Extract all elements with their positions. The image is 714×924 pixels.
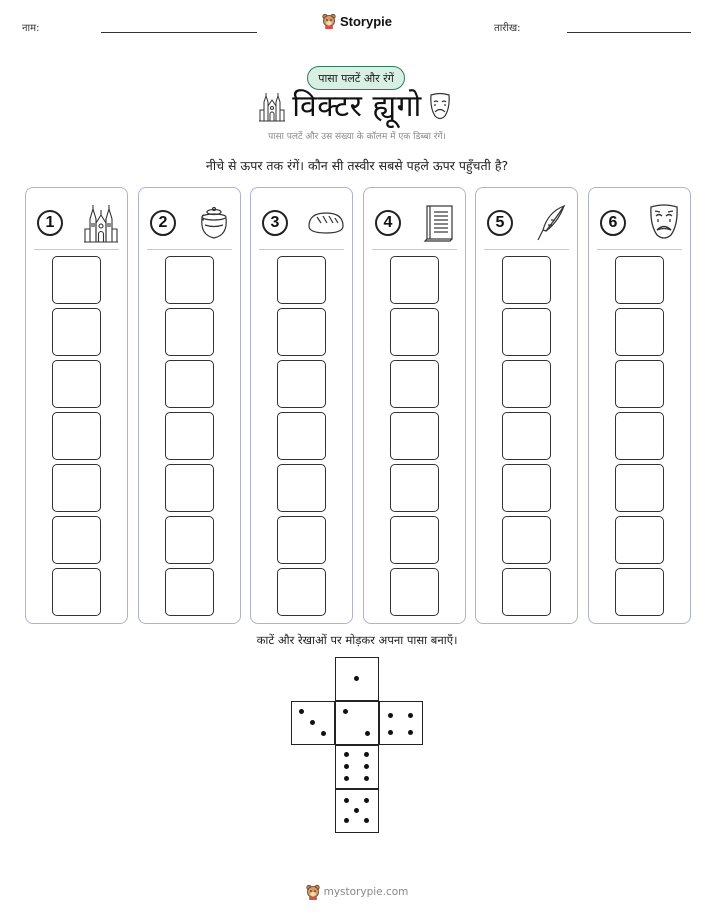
color-box[interactable] [52, 360, 101, 408]
color-box[interactable] [615, 308, 664, 356]
color-box[interactable] [502, 464, 551, 512]
die-face-5 [335, 789, 379, 833]
color-box[interactable] [165, 516, 214, 564]
color-box[interactable] [502, 256, 551, 304]
color-box[interactable] [165, 568, 214, 616]
pot-icon [196, 205, 232, 241]
bear-icon [322, 13, 336, 29]
theater-mask-icon [428, 92, 452, 122]
color-box[interactable] [52, 308, 101, 356]
subtitle: पासा पलटें और उस संख्या के कॉलम में एक डिब्बा रंगें। [268, 132, 446, 142]
color-box[interactable] [390, 256, 439, 304]
die-face-4 [379, 701, 423, 745]
color-box[interactable] [277, 568, 326, 616]
color-box[interactable] [615, 412, 664, 460]
footer-url: mystorypie.com [323, 886, 409, 898]
color-box[interactable] [52, 568, 101, 616]
color-box[interactable] [502, 412, 551, 460]
color-box[interactable] [615, 464, 664, 512]
color-box[interactable] [502, 308, 551, 356]
die-face-2 [335, 701, 379, 745]
brand-logo [0, 13, 714, 29]
color-box[interactable] [390, 516, 439, 564]
color-box[interactable] [277, 360, 326, 408]
color-box[interactable] [52, 412, 101, 460]
footer [0, 884, 714, 900]
theater-mask-icon [648, 204, 680, 242]
color-box[interactable] [277, 464, 326, 512]
cut-instruction: काटें और रेखाओं पर मोड़कर अपना पासा बनाएँ। [256, 633, 458, 647]
column-3 [250, 187, 353, 624]
color-box[interactable] [390, 412, 439, 460]
page-title: विक्टर ह्यूगो [292, 89, 422, 124]
color-box[interactable] [277, 516, 326, 564]
name-label: नाम: [22, 23, 40, 34]
date-label: तारीख: [494, 23, 521, 34]
color-box[interactable] [165, 256, 214, 304]
book-icon [423, 204, 455, 242]
color-box[interactable] [277, 308, 326, 356]
color-box[interactable] [615, 568, 664, 616]
color-box[interactable] [52, 256, 101, 304]
color-box[interactable] [52, 516, 101, 564]
column-1 [25, 187, 128, 624]
die-face-3 [291, 701, 335, 745]
column-6 [588, 187, 691, 624]
column-number: 3 [262, 210, 288, 236]
color-box[interactable] [502, 516, 551, 564]
die-face-6 [335, 745, 379, 789]
cathedral-icon [84, 203, 118, 243]
color-box[interactable] [52, 464, 101, 512]
color-box[interactable] [165, 308, 214, 356]
column-number: 2 [150, 210, 176, 236]
bread-icon [306, 208, 346, 238]
color-box[interactable] [615, 256, 664, 304]
column-5 [475, 187, 578, 624]
column-number: 1 [37, 210, 63, 236]
die-face-1 [335, 657, 379, 701]
instruction: नीचे से ऊपर तक रंगें। कौन सी तस्वीर सबसे पहले ऊपर पहुँचती है? [205, 158, 509, 173]
name-line [101, 32, 257, 33]
date-line [567, 32, 691, 33]
column-number: 4 [375, 210, 401, 236]
color-box[interactable] [615, 360, 664, 408]
color-box[interactable] [390, 464, 439, 512]
color-box[interactable] [615, 516, 664, 564]
column-2 [138, 187, 241, 624]
color-box[interactable] [165, 464, 214, 512]
color-box[interactable] [165, 412, 214, 460]
color-box[interactable] [502, 568, 551, 616]
color-box[interactable] [277, 256, 326, 304]
color-box[interactable] [277, 412, 326, 460]
column-4 [363, 187, 466, 624]
brand-name: Storypie [339, 13, 392, 29]
column-number: 5 [487, 210, 513, 236]
color-box[interactable] [390, 568, 439, 616]
bear-icon [306, 884, 320, 900]
color-box[interactable] [165, 360, 214, 408]
color-box[interactable] [390, 308, 439, 356]
color-box[interactable] [390, 360, 439, 408]
column-number: 6 [600, 210, 626, 236]
color-box[interactable] [502, 360, 551, 408]
quill-icon [534, 204, 568, 242]
activity-tag: पासा पलटें और रंगें [307, 66, 405, 90]
